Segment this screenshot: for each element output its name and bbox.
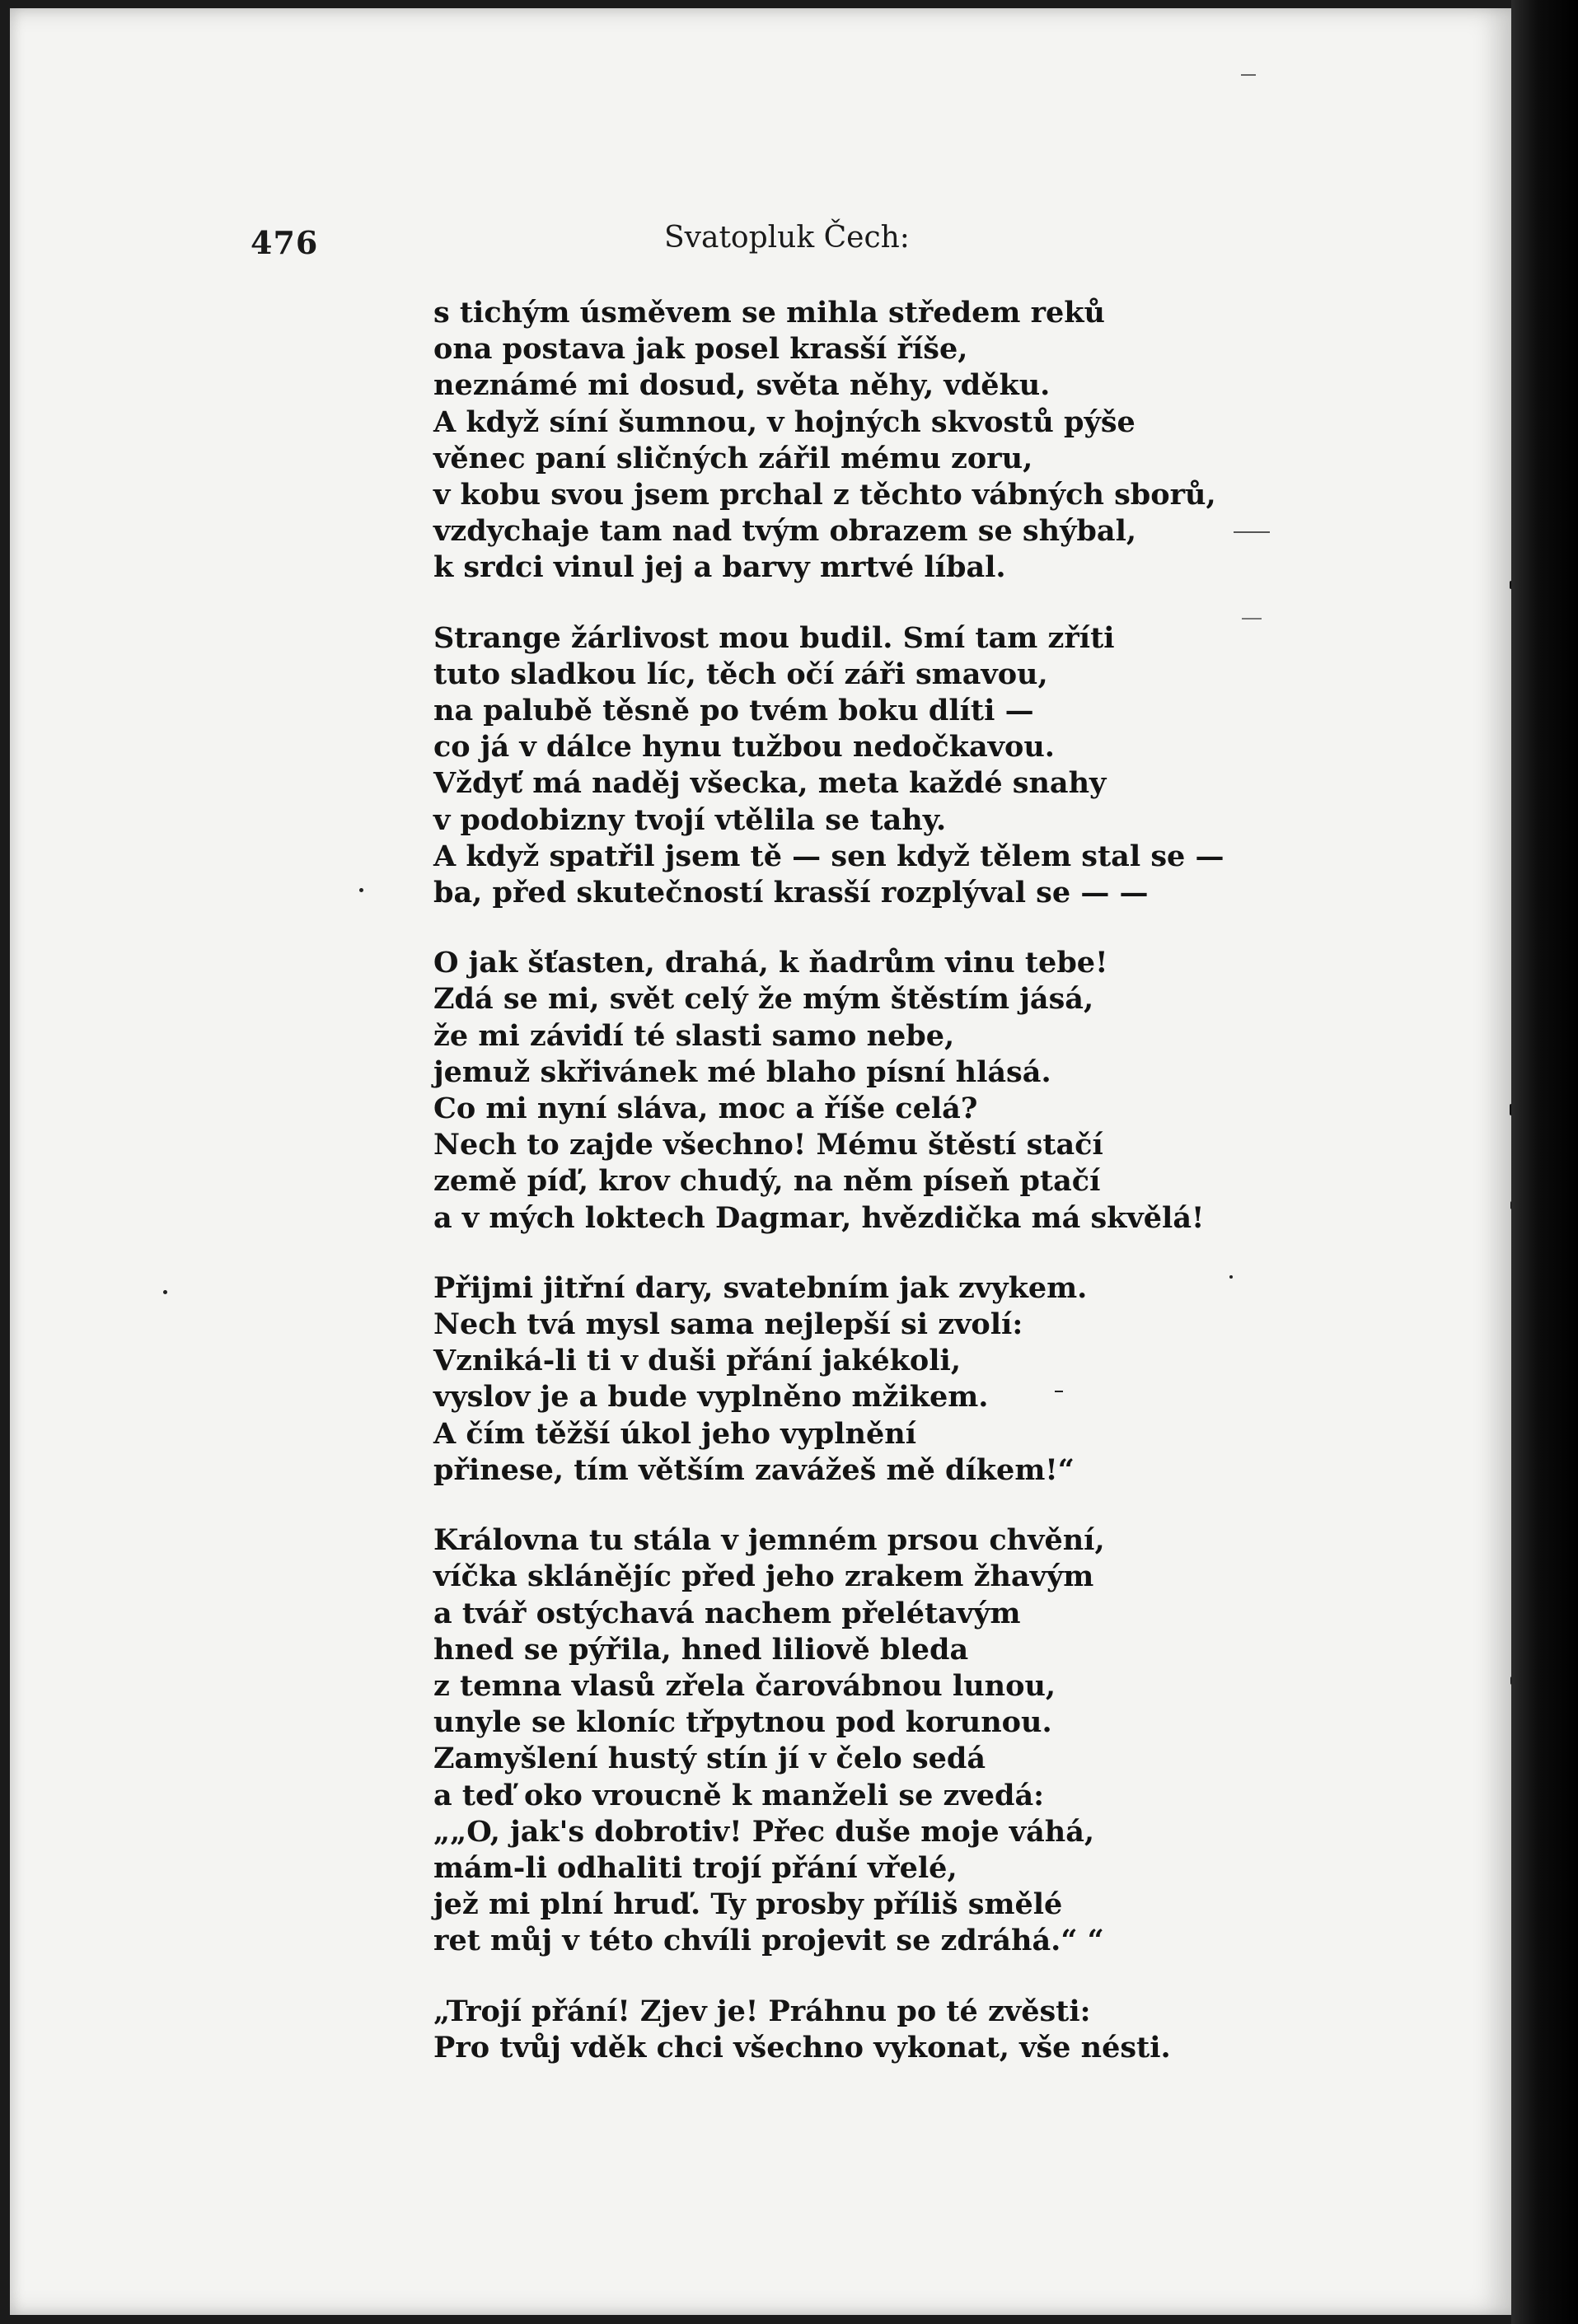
poem-line: Královna tu stála v jemném prsou chvění, — [433, 1523, 1105, 1558]
poem-line: O jak šťasten, drahá, k ňadrům vinu tebe! — [433, 946, 1108, 980]
poem-line: přinese, tím větším zavážeš mě díkem!“ — [433, 1452, 1075, 1487]
poem-line: Zamyšlení hustý stín jí v čelo sedá — [433, 1742, 986, 1776]
poem-line: A když síní šumnou, v hojných skvostů pýše — [433, 404, 1136, 439]
poem-line: víčka sklánějíc před jeho zrakem žhavým — [433, 1559, 1094, 1594]
poem-line: neznámé mi dosud, světa něhy, vděku. — [433, 368, 1051, 403]
poem-text — [433, 295, 1274, 2100]
scan-speck — [1234, 531, 1270, 533]
poem-line: země píď, krov chudý, na něm píseň ptačí — [433, 1164, 1101, 1199]
scan-speck — [359, 888, 363, 892]
scan-speck — [1242, 618, 1262, 620]
poem-line: „„O, jak's dobrotiv! Přec duše moje váhá, — [433, 1814, 1095, 1849]
poem-line: Strange žárlivost mou budil. Smí tam zříti — [433, 620, 1115, 655]
poem-line: Nech tvá mysl sama nejlepší si zvolí: — [433, 1307, 1023, 1342]
stanza-4 — [433, 1270, 1274, 1489]
poem-line: ona postava jak posel krasší říše, — [433, 332, 968, 367]
poem-line: v podobizny tvojí vtělila se tahy. — [433, 802, 947, 837]
book-gutter-shadow — [1511, 0, 1578, 2324]
poem-line: Zdá se mi, svět celý že mým štěstím jásá, — [433, 982, 1094, 1017]
poem-line: vyslov je a bude vyplněno mžikem. — [433, 1380, 989, 1415]
stanza-3 — [433, 945, 1274, 1237]
scan-speck — [1055, 1391, 1063, 1392]
running-head: Svatopluk Čech: — [664, 221, 910, 255]
poem-line: s tichým úsměvem se mihla středem reků — [433, 296, 1105, 330]
poem-line: „Trojí přání! Zjev je! Práhnu po té zvěsti: — [433, 1994, 1091, 2028]
poem-line: věnec paní sličných zářil mému zoru, — [433, 441, 1033, 475]
book-page — [10, 8, 1511, 2315]
poem-line: ba, před skutečností krasší rozplýval se — — — [433, 876, 1149, 910]
scan-speck — [163, 1290, 167, 1294]
poem-line: Vzniká-li ti v duši přání jakékoli, — [433, 1344, 962, 1378]
poem-line: že mi závidí té slasti samo nebe, — [433, 1018, 955, 1053]
poem-line: A když spatřil jsem tě — sen když tělem stal se — — [433, 839, 1224, 873]
poem-line: a teď oko vroucně k manželi se zvedá: — [433, 1778, 1045, 1812]
poem-line: vzdychaje tam nad tvým obrazem se shýbal, — [433, 514, 1137, 549]
poem-line: Vždyť má naděj všecka, meta každé snahy — [433, 766, 1107, 801]
page-number: 476 — [251, 224, 319, 261]
poem-line: mám-li odhaliti trojí přání vřelé, — [433, 1850, 958, 1885]
poem-line: a tvář ostýchavá nachem přelétavým — [433, 1596, 1021, 1630]
poem-line: z temna vlasů zřela čarovábnou lunou, — [433, 1668, 1056, 1703]
stanza-5 — [433, 1522, 1274, 1959]
poem-line: co já v dálce hynu tužbou nedočkavou. — [433, 730, 1055, 765]
poem-line: Přijmi jitřní dary, svatebním jak zvykem. — [433, 1270, 1088, 1305]
poem-line: k srdci vinul jej a barvy mrtvé líbal. — [433, 550, 1006, 585]
poem-line: a v mých loktech Dagmar, hvězdička má skvělá! — [433, 1200, 1205, 1235]
poem-line: ret můj v této chvíli projevit se zdráhá.“ “ — [433, 1924, 1104, 1958]
poem-line: Co mi nyní sláva, moc a říše celá? — [433, 1092, 978, 1126]
poem-line: na palubě těsně po tvém boku dlíti — — [433, 694, 1034, 728]
poem-line: v kobu svou jsem prchal z těchto vábných sborů, — [433, 478, 1216, 512]
poem-line: tuto sladkou líc, těch očí záři smavou, — [433, 657, 1048, 691]
stanza-1 — [433, 295, 1274, 587]
poem-line: Nech to zajde všechno! Mému štěstí stačí — [433, 1128, 1103, 1162]
poem-line: jež mi plní hruď. Ty prosby příliš smělé — [433, 1887, 1063, 1922]
poem-line: unyle se kloníc třpytnou pod korunou. — [433, 1705, 1052, 1740]
poem-line: jemuž skřivánek mé blaho písní hlásá. — [433, 1054, 1051, 1089]
scan-speck — [1229, 1275, 1233, 1279]
poem-line: hned se pýřila, hned liliově bleda — [433, 1632, 969, 1667]
stanza-6 — [433, 1994, 1274, 2066]
scan-speck — [1241, 74, 1256, 76]
stanza-2 — [433, 620, 1274, 912]
poem-line: A čím těžší úkol jeho vyplnění — [433, 1416, 916, 1451]
poem-line: Pro tvůj vděk chci všechno vykonat, vše nésti. — [433, 2030, 1171, 2064]
